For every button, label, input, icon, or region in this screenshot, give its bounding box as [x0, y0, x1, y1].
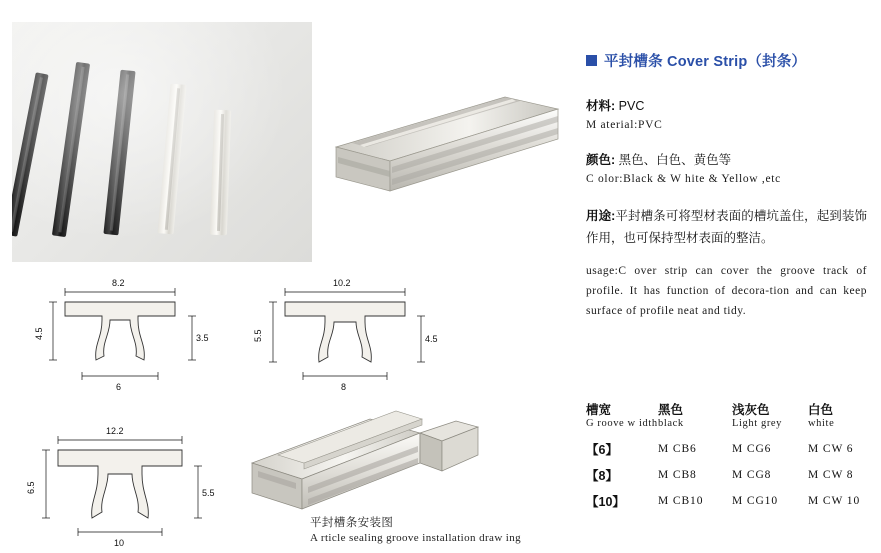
dim-left: 6.5 [26, 481, 36, 494]
dim-right: 3.5 [196, 333, 209, 343]
table-row [586, 488, 876, 514]
header-white-cn: 白色 [808, 403, 834, 417]
cell-lightgrey: M CG6 [732, 443, 772, 455]
section-title [586, 50, 867, 71]
cell-groove-width: 【10】 [586, 495, 625, 509]
header-black-en: black [658, 418, 684, 429]
installation-caption-cn: 平封槽条安装图 [310, 517, 394, 529]
table-header-row [586, 400, 876, 436]
spec-color-value: 黑色、白色、黄色等 [615, 153, 732, 167]
header-white [808, 400, 876, 436]
dim-right: 5.5 [202, 488, 215, 498]
spec-color [586, 151, 867, 188]
header-lightgrey [732, 400, 808, 436]
dim-right: 4.5 [425, 334, 438, 344]
spec-color-label: 颜色: [586, 153, 616, 167]
table-row [586, 462, 876, 488]
header-lightgrey-en: Light grey [732, 418, 783, 429]
part-number-table [586, 400, 876, 514]
header-groove-width [586, 400, 658, 436]
spec-material-en: M aterial:PVC [586, 119, 663, 131]
spec-material-label: 材料: [586, 99, 616, 113]
installation-caption-en: A rticle sealing groove installation draw ing [310, 532, 522, 544]
spec-usage-cn [586, 205, 867, 249]
header-groove-width-cn: 槽宽 [586, 403, 612, 417]
photo-highlight [12, 22, 312, 262]
dim-left: 5.5 [253, 329, 263, 342]
cell-white: M CW 8 [808, 469, 854, 481]
spec-usage-label: 用途: [586, 209, 616, 223]
cell-black: M CB10 [658, 495, 704, 507]
cell-lightgrey: M CG10 [732, 495, 778, 507]
dim-bottom: 10 [114, 538, 125, 548]
dim-top: 8.2 [112, 278, 125, 288]
header-black [658, 400, 732, 436]
spec-usage [586, 205, 867, 321]
cell-groove-width: 【6】 [586, 443, 618, 457]
spec-material-value: PVC [615, 99, 645, 113]
header-groove-width-en: G roove w idth [586, 418, 658, 429]
dim-bottom: 8 [341, 382, 347, 392]
installation-caption [310, 516, 521, 546]
description-column [586, 0, 881, 553]
cell-black: M CB6 [658, 443, 697, 455]
cell-groove-width: 【8】 [586, 469, 618, 483]
cell-white: M CW 10 [808, 495, 861, 507]
dim-top: 10.2 [333, 278, 351, 288]
square-bullet-icon [586, 55, 597, 66]
spec-color-cn [586, 151, 867, 170]
spec-usage-en: usage:C over strip can cover the groove track of profile. It has function of decora-tion and can keep surface of profile neat and tidy. [586, 265, 867, 317]
cell-black: M CB8 [658, 469, 697, 481]
spec-usage-text: 平封槽条可将型材表面的槽坑盖住，起到装饰作用，也可保持型材表面的整洁。 [586, 209, 867, 245]
cell-lightgrey: M CG8 [732, 469, 772, 481]
spec-color-en: C olor:Black & W hite & Yellow ,etc [586, 173, 781, 185]
cross-section-drawing-8 [245, 268, 460, 393]
dim-top: 12.2 [106, 426, 124, 436]
header-black-cn: 黑色 [658, 403, 684, 417]
cross-section-drawing-10 [20, 418, 235, 548]
header-white-en: white [808, 418, 835, 429]
cross-section-drawing-6 [20, 268, 235, 393]
cell-white: M CW 6 [808, 443, 854, 455]
section-title-text: 平封槽条 Cover Strip（封条） [604, 54, 807, 70]
profile-strip-photo [330, 95, 560, 200]
spec-material-cn [586, 97, 867, 116]
dim-left: 4.5 [34, 327, 44, 340]
product-photo [12, 22, 312, 262]
dim-bottom: 6 [116, 382, 122, 392]
installation-drawing [250, 405, 480, 520]
spec-material [586, 97, 867, 134]
table-row [586, 436, 876, 462]
header-lightgrey-cn: 浅灰色 [732, 403, 770, 417]
